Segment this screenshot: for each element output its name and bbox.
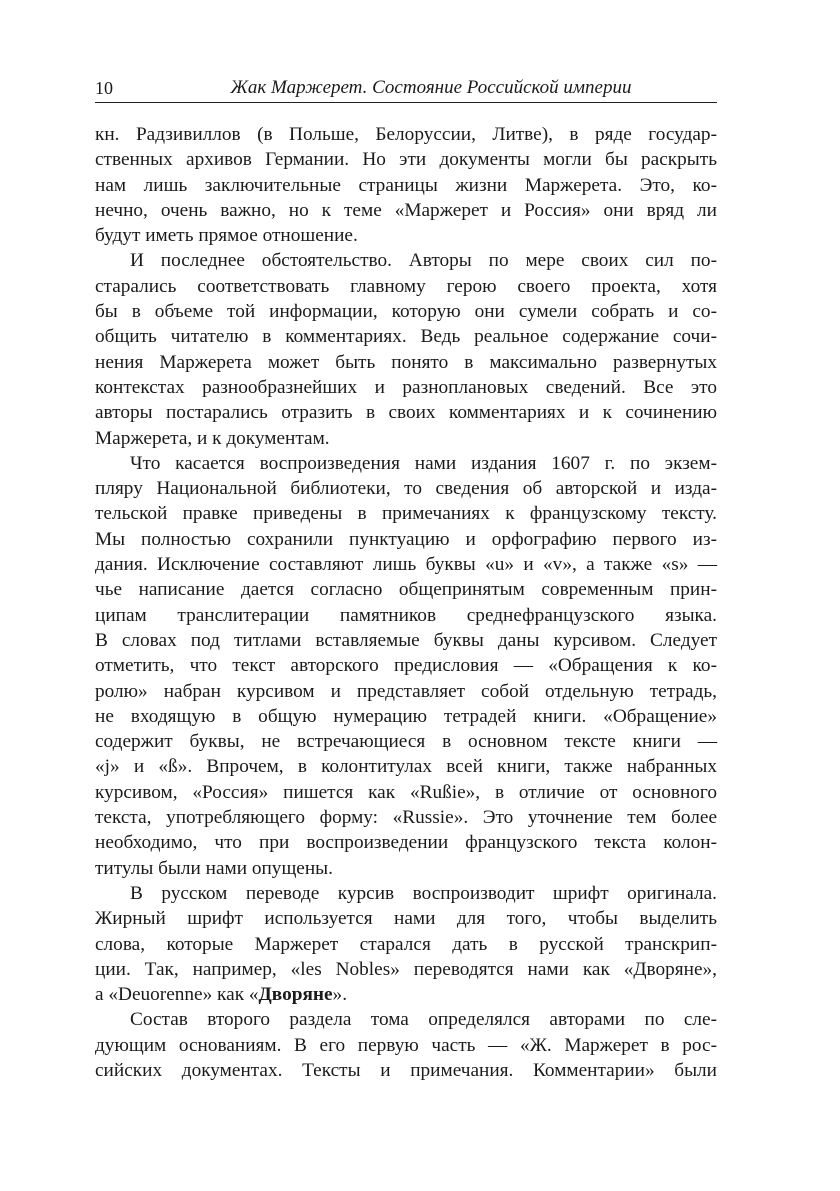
text-line: ролю» набран курсивом и представляет собой отдельную тетрадь, [95,680,717,702]
running-header [95,76,717,103]
text-line: Мы полностью сохранили пунктуацию и орфографию первого из- [95,528,717,550]
text-line: пляру Национальной библиотеки, то сведения об авторской и изда- [95,478,717,500]
text-line: нам лишь заключительные страницы жизни Маржерета. Это, ко- [95,174,717,196]
text-line: контекстах разнообразнейших и разноплановых сведений. Все это [95,376,717,398]
text-line: Маржерета, и к документам. [95,427,330,449]
text-line: дующим основаниям. В его первую часть — «Ж. Маржерет в рос- [95,1034,717,1056]
text-line: нения Маржерета может быть понято в максимально развернутых [95,351,717,373]
text-line: текста, употребляющего форму: «Russie». Это уточнение тем более [95,807,717,829]
text-line: кн. Радзивиллов (в Польше, Белоруссии, Литве), в ряде государ- [95,124,717,145]
text-line: В словах под титлами вставляемые буквы даны курсивом. Следует [95,629,717,651]
text-line: ципам транслитерации памятников среднефранцузского языка. [95,604,717,626]
text-line: титулы были нами опущены. [95,857,333,879]
text-segment: а «Deuorenne» как « [95,984,259,1006]
text-line: содержит буквы, не встречающиеся в основном тексте книги — [95,731,717,753]
text-segment: ». [332,984,348,1006]
running-title: Жак Маржерет. Состояние Российской империи [230,77,632,98]
page-body [95,122,717,1083]
bold-word: Дворяне [258,984,333,1006]
paragraph [95,122,717,248]
text-line [95,982,717,1007]
text-line: чье написание дается согласно общепринятым современным прин- [95,579,717,601]
text-line: Состав второго раздела тома определялся авторами по сле- [130,1009,717,1031]
text-line: Жирный шрифт используется нами для того, чтобы выделить [95,908,717,930]
text-line: будут иметь прямое отношение. [95,225,358,247]
text-line: авторы постарались отразить в своих комментариях и к сочинению [95,402,717,424]
text-line: отметить, что текст авторского предисловия — «Обращения к ко- [95,655,717,677]
text-line: необходимо, что при воспроизведении французского текста колон- [95,832,717,854]
text-line: общить читателю в комментариях. Ведь реальное содержание сочи- [95,326,717,348]
text-line: курсивом, «Россия» пишется как «Rußie», в отличие от основного [95,781,717,803]
text-line: не входящую в общую нумерацию тетрадей книги. «Обращение» [95,705,717,727]
text-line: И последнее обстоятельство. Авторы по мере своих сил по- [130,250,717,272]
text-line: ции. Так, например, «les Nobles» переводятся нами как «Дворяне», [95,958,717,980]
paragraph [95,881,717,1007]
text-line: сийских документах. Тексты и примечания. Комментарии» были [95,1059,717,1081]
paragraph [95,451,717,881]
text-line: бы в объеме той информации, которую они сумели собрать и со- [95,301,717,323]
text-line: нечно, очень важно, но к теме «Маржерет и Россия» они вряд ли [95,199,717,221]
text-line: дания. Исключение составляют лишь буквы «u» и «v», а также «s» — [95,554,717,576]
text-line: старались соответствовать главному герою своего проекта, хотя [95,275,717,297]
text-line: тельской правке приведены в примечаниях к французскому тексту. [95,503,717,525]
paragraph [95,248,717,450]
paragraph [95,1007,717,1083]
text-line: ственных архивов Германии. Но эти документы могли бы раскрыть [95,149,717,171]
page-number: 10 [95,78,113,98]
text-line: «j» и «ß». Впрочем, в колонтитулах всей книги, также набранных [95,756,717,778]
text-line: В русском переводе курсив воспроизводит шрифт оригинала. [130,882,717,904]
text-line: слова, которые Маржерет старался дать в русской транскрип- [95,933,717,955]
text-line: Что касается воспроизведения нами издания 1607 г. по экзем- [130,452,717,474]
